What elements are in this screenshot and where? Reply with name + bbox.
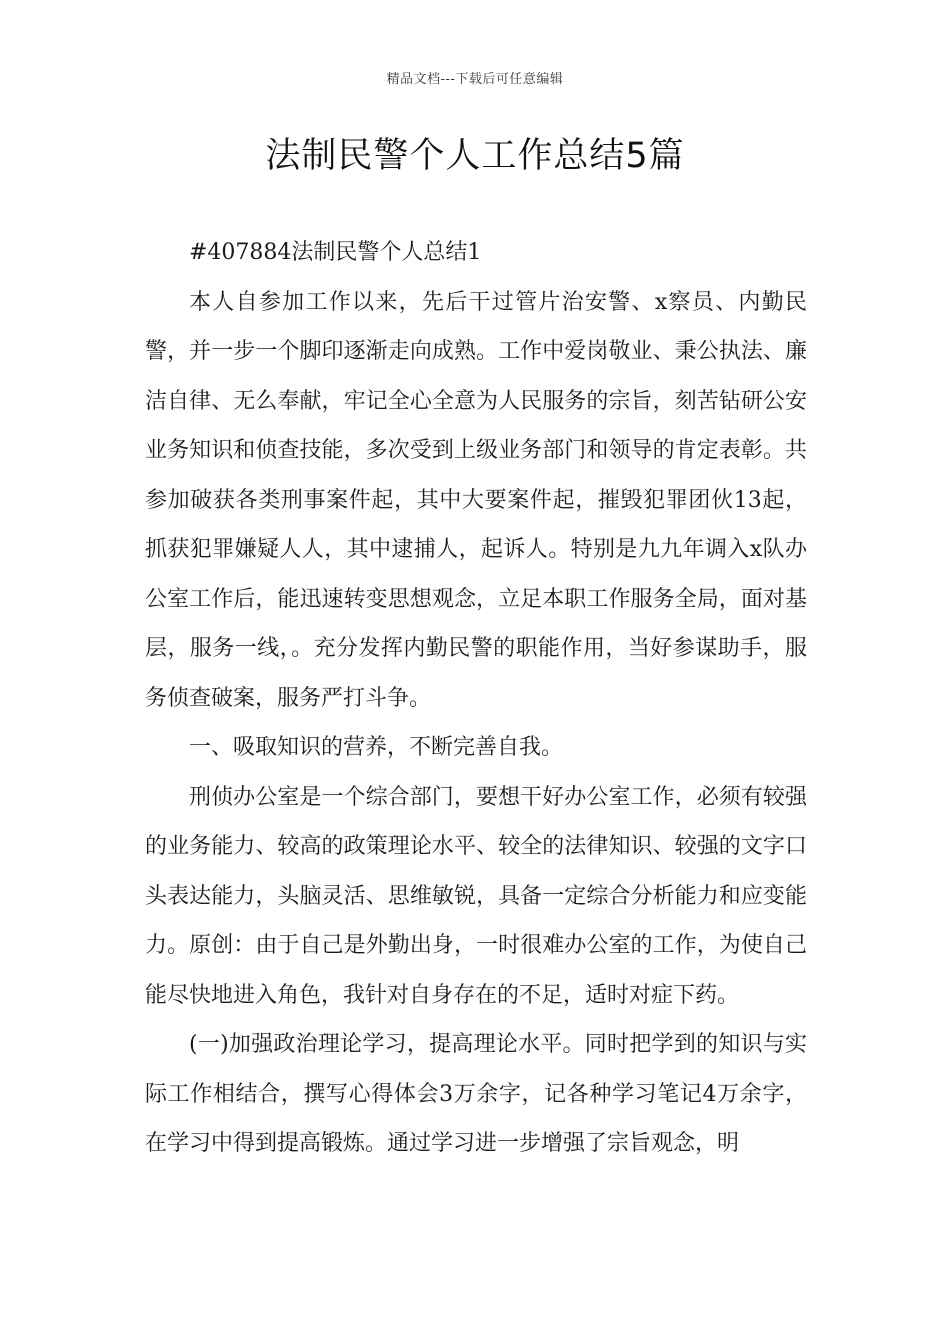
document-body <box>145 228 807 1169</box>
document-title: 法制民警个人工作总结5篇 <box>265 136 685 176</box>
paragraph: 本人自参加工作以来，先后干过管片治安警、x察员、内勤民警，并一步一个脚印逐渐走向成熟。工作中爱岗敬业、秉公执法、廉洁自律、无么奉献，牢记全心全意为人民服务的宗旨，刻苦钻研公安业务知识和侦查技能，多次受到上级业务部门和领导的肯定表彰。共参加破获各类刑事案件起，其中大要案件起，摧毁犯罪团伙13起，抓获犯罪嫌疑人人，其中逮捕人，起诉人。特别是九九年调入x队办公室工作后，能迅速转变思想观念，立足本职工作服务全局，面对基层，服务一线，。充分发挥内勤民警的职能作用，当好参谋助手，服务侦查破案，服务严打斗争。 <box>145 289 807 711</box>
paragraph: (一)加强政治理论学习，提高理论水平。同时把学到的知识与实际工作相结合，撰写心得体会3万余字，记各种学习笔记4万余字，在学习中得到提高锻炼。通过学习进一步增强了宗旨观念，明 <box>145 1032 807 1156</box>
section-heading: #407884法制民警个人总结1 <box>189 240 482 265</box>
section-heading: 一、吸取知识的营养，不断完善自我。 <box>189 735 564 760</box>
header-note: 精品文档---下载后可任意编辑 <box>386 72 564 87</box>
paragraph: 刑侦办公室是一个综合部门，要想干好办公室工作，必须有较强的业务能力、较高的政策理论水平、较全的法律知识、较强的文字口头表达能力，头脑灵活、思维敏锐，具备一定综合分析能力和应变能力。原创：由于自己是外勤出身，一时很难办公室的工作，为使自己能尽快地进入角色，我针对自身存在的不足，适时对症下药。 <box>145 784 807 1008</box>
